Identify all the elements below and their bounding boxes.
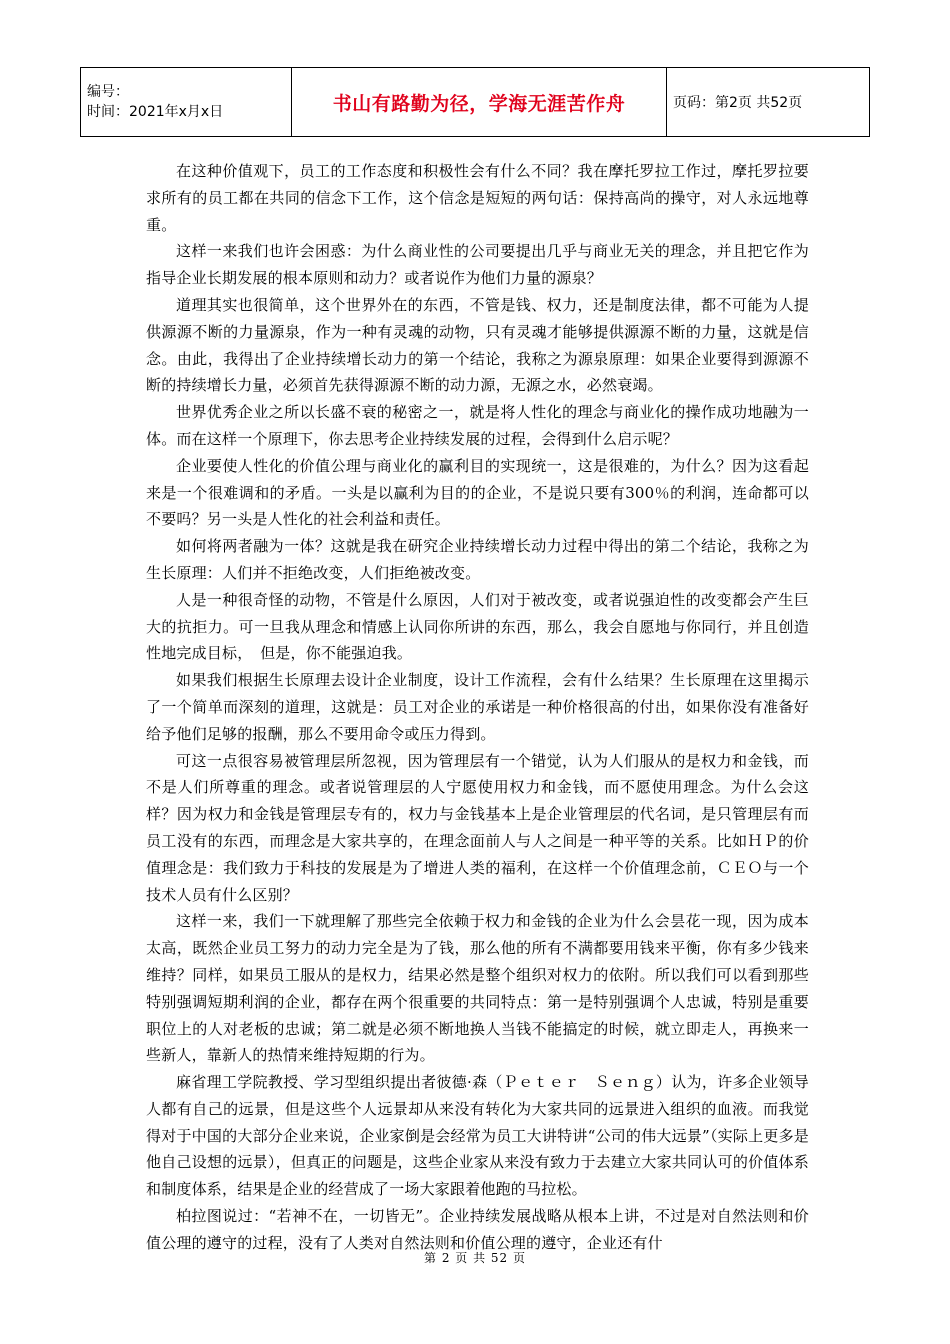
page-header	[80, 67, 870, 137]
paragraph: 人是一种很奇怪的动物，不管是什么原因，人们对于被改变，或者说强迫性的改变都会产生巨大的抗拒力。可一旦我从理念和情感上认同你所讲的东西，那么，我会自愿地与你同行，并且创造性地完成目标， 但是，你不能强迫我。	[146, 590, 809, 663]
document-date: 时间：2021年x月x日	[87, 104, 224, 120]
paragraph: 如果我们根据生长原理去设计企业制度，设计工作流程，会有什么结果？生长原理在这里揭示了一个简单而深刻的道理，这就是：员工对企业的承诺是一种价格很高的付出，如果你没有准备好给予他们足够的报酬，那么不要用命令或压力得到。	[146, 671, 809, 743]
document-body	[146, 158, 809, 1257]
paragraph: 这样一来我们也许会困惑：为什么商业性的公司要提出几乎与商业无关的理念，并且把它作为指导企业长期发展的根本原则和动力？或者说作为他们力量的源泉？	[146, 242, 809, 288]
paragraph: 这样一来，我们一下就理解了那些完全依赖于权力和金钱的企业为什么会昙花一现，因为成本太高，既然企业员工努力的动力完全是为了钱，那么他的所有不满都要用钱来平衡，你有多少钱来维持？同样，如果员工服从的是权力，结果必然是整个组织对权力的依附。所以我们可以看到那些特别强调短期利润的企业，都存在两个很重要的共同特点：第一是特别强调个人忠诚，特别是重要职位上的人对老板的忠诚；第二就是必须不断地换人当钱不能搞定的时候，就立即走人，再换来一些新人，靠新人的热情来维持短期的行为。	[146, 912, 809, 1065]
paragraph: 可这一点很容易被管理层所忽视，因为管理层有一个错觉，认为人们服从的是权力和金钱，而不是人们所尊重的理念。或者说管理层的人宁愿使用权力和金钱，而不愿使用理念。为什么会这样？因为权力和金钱是管理层专有的，权力与金钱基本上是企业管理层的代名词，是只管理层有而员工没有的东西，而理念是大家共享的，在理念面前人与人之间是一种平等的关系。比如ＨＰ的价值理念是：我们致力于科技的发展是为了增进人类的福利，在这样一个价值理念前，ＣＥＯ与一个技术人员有什么区别？	[146, 751, 809, 904]
header-page-cell	[667, 68, 870, 137]
document-number-label: 编号：	[87, 84, 129, 100]
paragraph: 柏拉图说过：“若神不在，一切皆无”。企业持续发展战略从根本上讲，不过是对自然法则和价值公理的遵守的过程，没有了人类对自然法则和价值公理的遵守，企业还有什	[146, 1207, 809, 1252]
paragraph: 如何将两者融为一体？这就是我在研究企业持续增长动力过程中得出的第二个结论，我称之为生长原理：人们并不拒绝改变，人们拒绝被改变。	[146, 537, 809, 582]
header-motto-cell	[292, 68, 667, 137]
header-page-info: 页码：第2页 共52页	[673, 95, 803, 111]
paragraph: 麻省理工学院教授、学习型组织提出者彼德·森（Ｐｅｔｅｒ Ｓｅｎｇ）认为，许多企业领导人都有自己的远景，但是这些个人远景却从来没有转化为大家共同的远景进入组织的血液。而我觉得对于中国的大部分企业来说，企业家倒是会经常为员工大讲特讲“公司的伟大远景”（实际上更多是他自己设想的远景），但真正的问题是，这些企业家从来没有致力于去建立大家共同认可的价值体系和制度体系，结果是企业的经营成了一场大家跟着他跑的马拉松。	[146, 1073, 809, 1199]
page-footer: 第 2 页 共 52 页	[424, 1251, 526, 1265]
header-motto: 书山有路勤为径，学海无涯苦作舟	[332, 92, 626, 115]
paragraph: 在这种价值观下，员工的工作态度和积极性会有什么不同？我在摩托罗拉工作过，摩托罗拉要求所有的员工都在共同的信念下工作，这个信念是短短的两句话：保持高尚的操守，对人永远地尊重。	[146, 162, 809, 234]
paragraph: 企业要使人性化的价值公理与商业化的赢利目的实现统一，这是很难的，为什么？因为这看起来是一个很难调和的矛盾。一头是以赢利为目的的企业，不是说只要有300％的利润，连命都可以不要吗？另一头是人性化的社会利益和责任。	[146, 456, 809, 529]
header-meta-cell	[81, 68, 292, 137]
paragraph: 世界优秀企业之所以长盛不衰的秘密之一，就是将人性化的理念与商业化的操作成功地融为一体。而在这样一个原理下，你去思考企业持续发展的过程，会得到什么启示呢？	[146, 403, 809, 448]
paragraph: 道理其实也很简单，这个世界外在的东西，不管是钱、权力，还是制度法律，都不可能为人提供源源不断的力量源泉，作为一种有灵魂的动物，只有灵魂才能够提供源源不断的力量，这就是信念。由此，我得出了企业持续增长动力的第一个结论，我称之为源泉原理：如果企业要得到源源不断的持续增长力量，必须首先获得源源不断的动力源，无源之水，必然衰竭。	[146, 295, 809, 395]
